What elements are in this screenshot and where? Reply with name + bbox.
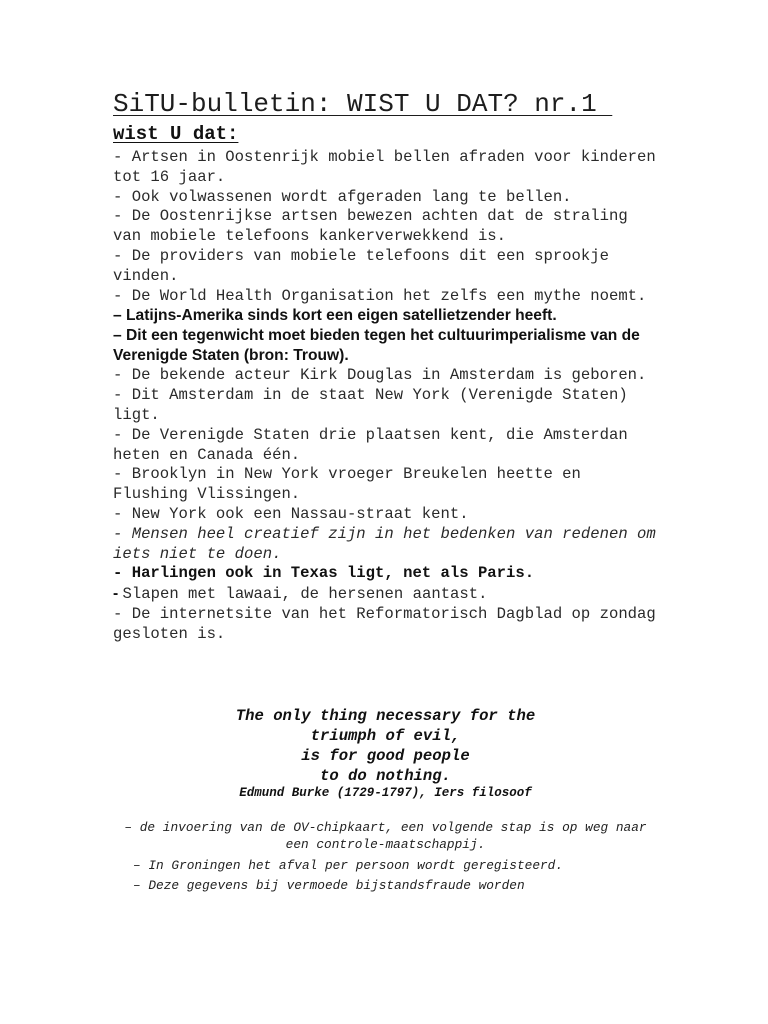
ov-list-item: – Deze gegevens bij vermoede bijstandsfraude worden bbox=[133, 878, 525, 894]
list-item bbox=[113, 584, 658, 605]
list-item: - De bekende acteur Kirk Douglas in Amsterdam is geboren. bbox=[113, 366, 647, 385]
quote-attribution: Edmund Burke (1729-1797), Iers filosoof bbox=[239, 786, 532, 800]
quote-line: to do nothing. bbox=[319, 767, 451, 785]
quote-line: The only thing necessary for the bbox=[235, 707, 536, 725]
ov-chipkaart-section bbox=[113, 820, 658, 899]
list-item-dash: - bbox=[113, 585, 123, 603]
list-item-text: Slapen met lawaai, de hersenen aantast. bbox=[122, 585, 488, 604]
ov-list bbox=[113, 858, 658, 896]
list-item: - Brooklyn in New York vroeger Breukelen heette en Flushing Vlissingen. bbox=[113, 465, 581, 504]
quote-line: is for good people bbox=[301, 747, 470, 765]
list-item: - New York ook een Nassau-straat kent. bbox=[113, 504, 469, 523]
document-title: SiTU-bulletin: WIST U DAT? nr.1 bbox=[113, 89, 613, 119]
list-item: – Dit een tegenwicht moet bieden tegen het cultuurimperialisme van de Verenigde Staten (bron: Trouw). bbox=[113, 327, 640, 365]
quote-line: triumph of evil, bbox=[310, 727, 461, 745]
list-item: - De Verenigde Staten drie plaatsen kent, die Amsterdan heten en Canada één. bbox=[113, 425, 628, 464]
list-item: - De Oostenrijkse artsen bewezen achten dat de straling van mobiele telefoons kankerverwekkend is. bbox=[113, 207, 628, 246]
list-item: - Ook volwassenen wordt afgeraden lang te bellen. bbox=[113, 187, 572, 206]
quote-block bbox=[113, 706, 658, 786]
section-heading: wist U dat: bbox=[113, 123, 239, 145]
ov-list-item: – In Groningen het afval per persoon wordt geregisteerd. bbox=[133, 857, 564, 873]
list-item: - De internetsite van het Reformatorisch Dagblad op zondag gesloten is. bbox=[113, 604, 656, 643]
list-item: - De World Health Organisation het zelfs een mythe noemt. bbox=[113, 286, 647, 305]
list-item: - Artsen in Oostenrijk mobiel bellen afraden voor kinderen tot 16 jaar. bbox=[113, 148, 656, 186]
list-item: - Dit Amsterdam in de staat New York (Verenigde Staten) ligt. bbox=[113, 386, 628, 424]
fact-list bbox=[113, 148, 658, 645]
list-item: - Mensen heel creatief zijn in het bedenken van redenen om iets niet te doen. bbox=[113, 524, 656, 563]
ov-intro: – de invoering van de OV-chipkaart, een volgende stap is op weg naar een controle-maatschappij. bbox=[124, 820, 647, 852]
list-item: - De providers van mobiele telefoons dit een sprookje vinden. bbox=[113, 246, 609, 285]
list-item: – Latijns-Amerika sinds kort een eigen satellietzender heeft. bbox=[113, 307, 557, 325]
list-item: - Harlingen ook in Texas ligt, net als Paris. bbox=[113, 564, 535, 583]
